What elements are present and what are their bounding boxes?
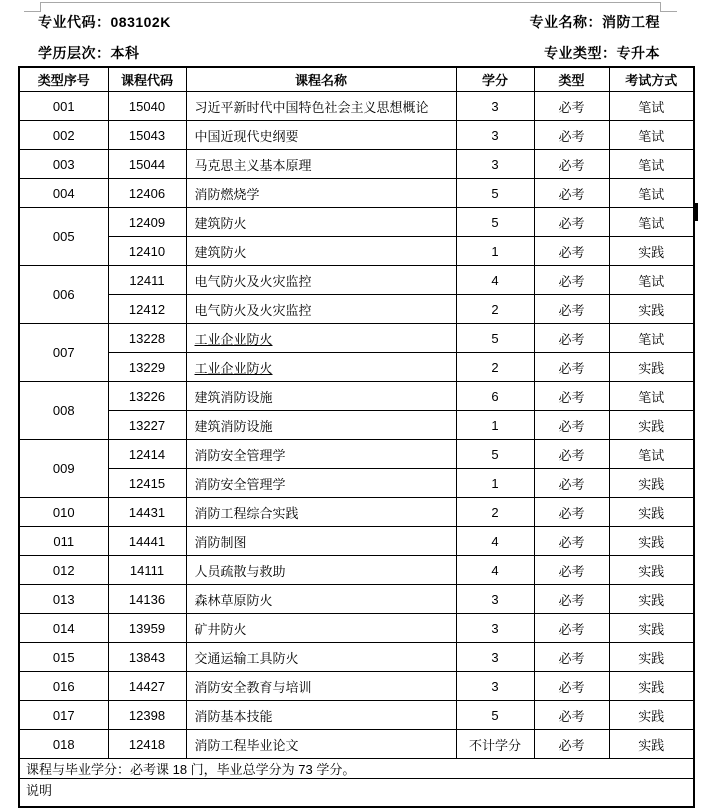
course-name-cell (186, 324, 456, 353)
course-type-cell: 必考 (534, 730, 609, 759)
course-code-cell: 14431 (108, 498, 186, 527)
course-code-cell: 12398 (108, 701, 186, 730)
exam-method-cell: 实践 (609, 643, 694, 672)
course-name-text: 消防工程综合实践 (194, 505, 299, 521)
credits-cell: 2 (456, 353, 534, 382)
credits-cell: 6 (456, 382, 534, 411)
table-row (19, 730, 694, 759)
table-row (19, 585, 694, 614)
course-name-text: 中国近现代史纲要 (194, 128, 299, 144)
course-code-cell: 12409 (108, 208, 186, 237)
seq-cell: 005 (19, 208, 108, 266)
exam-method-cell: 笔试 (609, 150, 694, 179)
table-row (19, 382, 694, 411)
credits-cell: 1 (456, 237, 534, 266)
course-code-cell: 13229 (108, 353, 186, 382)
course-name-cell (186, 527, 456, 556)
course-type-cell: 必考 (534, 469, 609, 498)
seq-cell: 016 (19, 672, 108, 701)
course-code-cell: 12411 (108, 266, 186, 295)
seq-cell: 017 (19, 701, 108, 730)
course-name-cell (186, 353, 456, 382)
table-row (19, 672, 694, 701)
course-name-text: 消防制图 (194, 534, 247, 550)
credits-cell: 3 (456, 121, 534, 150)
summary-cell: 课程与毕业学分：必考课 18 门，毕业总学分为 73 学分。 (19, 759, 694, 779)
course-name-text: 交通运输工具防火 (194, 650, 299, 666)
course-type-cell: 必考 (534, 411, 609, 440)
course-code-cell: 12415 (108, 469, 186, 498)
page-top-edge-line (40, 2, 660, 3)
exam-method-cell: 实践 (609, 237, 694, 266)
course-code-cell: 14427 (108, 672, 186, 701)
seq-cell: 018 (19, 730, 108, 759)
major-code-field: 专业代码：083102K (38, 14, 171, 30)
exam-method-cell: 笔试 (609, 382, 694, 411)
seq-cell: 001 (19, 92, 108, 121)
note-cell: 说明 (19, 779, 694, 808)
course-name-text: 消防工程毕业论文 (194, 737, 299, 753)
course-name-text: 习近平新时代中国特色社会主义思想概论 (194, 99, 429, 115)
seq-cell: 015 (19, 643, 108, 672)
exam-method-cell: 实践 (609, 701, 694, 730)
credits-cell: 3 (456, 150, 534, 179)
course-type-cell: 必考 (534, 643, 609, 672)
course-name-cell (186, 121, 456, 150)
course-name-text: 消防基本技能 (194, 708, 273, 724)
course-code-cell: 15040 (108, 92, 186, 121)
exam-method-cell: 实践 (609, 730, 694, 759)
table-row (19, 324, 694, 353)
table-row (19, 469, 694, 498)
table-row (19, 150, 694, 179)
exam-method-cell: 实践 (609, 411, 694, 440)
column-header-4: 学分 (456, 67, 534, 92)
course-name-cell (186, 92, 456, 121)
exam-method-cell: 笔试 (609, 266, 694, 295)
course-name-cell (186, 614, 456, 643)
credits-cell: 1 (456, 469, 534, 498)
course-name-cell (186, 556, 456, 585)
course-code-cell: 12406 (108, 179, 186, 208)
table-row (19, 266, 694, 295)
course-name-text: 消防燃烧学 (194, 186, 260, 202)
course-name-text: 工业企业防火 (194, 360, 273, 376)
course-name-cell (186, 701, 456, 730)
course-type-cell: 必考 (534, 498, 609, 527)
table-row (19, 556, 694, 585)
table-row (19, 701, 694, 730)
course-code-cell: 14136 (108, 585, 186, 614)
course-name-cell (186, 411, 456, 440)
course-code-cell: 12410 (108, 237, 186, 266)
summary-row (19, 759, 694, 779)
seq-cell: 008 (19, 382, 108, 440)
course-name-text: 矿井防火 (194, 621, 247, 637)
course-code-cell: 14111 (108, 556, 186, 585)
course-name-text: 建筑防火 (194, 215, 247, 231)
seq-cell: 002 (19, 121, 108, 150)
exam-method-cell: 实践 (609, 498, 694, 527)
exam-method-cell: 实践 (609, 527, 694, 556)
credits-cell: 4 (456, 527, 534, 556)
course-code-cell: 15044 (108, 150, 186, 179)
table-row (19, 295, 694, 324)
credits-cell: 1 (456, 411, 534, 440)
table-row (19, 527, 694, 556)
course-name-text: 消防安全管理学 (194, 447, 286, 463)
seq-cell: 004 (19, 179, 108, 208)
text-cursor (695, 203, 698, 221)
credits-cell: 4 (456, 266, 534, 295)
course-name-cell (186, 237, 456, 266)
course-type-cell: 必考 (534, 121, 609, 150)
course-type-cell: 必考 (534, 527, 609, 556)
course-type-cell: 必考 (534, 92, 609, 121)
credits-cell: 5 (456, 208, 534, 237)
credits-cell: 5 (456, 324, 534, 353)
table-row (19, 179, 694, 208)
exam-method-cell: 实践 (609, 614, 694, 643)
table-row (19, 121, 694, 150)
course-name-cell (186, 498, 456, 527)
course-name-cell (186, 672, 456, 701)
course-type-cell: 必考 (534, 295, 609, 324)
seq-cell: 010 (19, 498, 108, 527)
exam-method-cell: 笔试 (609, 324, 694, 353)
exam-method-cell: 实践 (609, 295, 694, 324)
exam-method-cell: 实践 (609, 469, 694, 498)
table-row (19, 208, 694, 237)
course-name-cell (186, 585, 456, 614)
course-code-cell: 12412 (108, 295, 186, 324)
course-name-text: 工业企业防火 (194, 331, 273, 347)
seq-cell: 009 (19, 440, 108, 498)
course-type-cell: 必考 (534, 556, 609, 585)
course-type-cell: 必考 (534, 237, 609, 266)
column-header-3: 课程名称 (186, 67, 456, 92)
seq-cell: 007 (19, 324, 108, 382)
course-name-cell (186, 730, 456, 759)
course-name-cell (186, 208, 456, 237)
table-row (19, 353, 694, 382)
table-row (19, 411, 694, 440)
course-code-cell: 12418 (108, 730, 186, 759)
major-name-field: 专业名称：消防工程 (529, 14, 660, 30)
course-type-cell: 必考 (534, 324, 609, 353)
credits-cell: 2 (456, 295, 534, 324)
table-row (19, 440, 694, 469)
course-type-cell: 必考 (534, 440, 609, 469)
credits-cell: 2 (456, 498, 534, 527)
table-row (19, 643, 694, 672)
note-row (19, 779, 694, 808)
course-name-cell (186, 266, 456, 295)
exam-method-cell: 实践 (609, 672, 694, 701)
course-code-cell: 13843 (108, 643, 186, 672)
exam-method-cell: 实践 (609, 353, 694, 382)
course-code-cell: 13959 (108, 614, 186, 643)
credits-cell: 3 (456, 672, 534, 701)
exam-method-cell: 笔试 (609, 179, 694, 208)
seq-cell: 013 (19, 585, 108, 614)
course-code-cell: 14441 (108, 527, 186, 556)
course-name-text: 建筑防火 (194, 244, 247, 260)
credits-cell: 不计学分 (456, 730, 534, 759)
exam-method-cell: 笔试 (609, 440, 694, 469)
course-type-cell: 必考 (534, 585, 609, 614)
table-row (19, 498, 694, 527)
exam-method-cell: 实践 (609, 556, 694, 585)
course-name-text: 人员疏散与救助 (194, 563, 286, 579)
course-type-cell: 必考 (534, 701, 609, 730)
course-name-text: 建筑消防设施 (194, 389, 273, 405)
credits-cell: 5 (456, 179, 534, 208)
course-name-text: 消防安全管理学 (194, 476, 286, 492)
course-type-cell: 必考 (534, 179, 609, 208)
course-code-cell: 13227 (108, 411, 186, 440)
seq-cell: 012 (19, 556, 108, 585)
exam-method-cell: 笔试 (609, 208, 694, 237)
course-type-cell: 必考 (534, 382, 609, 411)
course-name-cell (186, 440, 456, 469)
course-name-text: 电气防火及火灾监控 (194, 273, 312, 289)
course-type-cell: 必考 (534, 150, 609, 179)
course-name-text: 消防安全教育与培训 (194, 679, 312, 695)
course-code-cell: 12414 (108, 440, 186, 469)
course-name-cell (186, 643, 456, 672)
exam-method-cell: 笔试 (609, 121, 694, 150)
course-type-cell: 必考 (534, 353, 609, 382)
page-corner-mark-right-horizontal (660, 11, 677, 12)
credits-cell: 4 (456, 556, 534, 585)
course-name-cell (186, 179, 456, 208)
credits-cell: 3 (456, 585, 534, 614)
exam-method-cell: 实践 (609, 585, 694, 614)
credits-cell: 3 (456, 92, 534, 121)
course-name-text: 电气防火及火灾监控 (194, 302, 312, 318)
table-header-row (19, 67, 694, 92)
course-name-cell (186, 382, 456, 411)
course-code-cell: 15043 (108, 121, 186, 150)
seq-cell: 014 (19, 614, 108, 643)
exam-method-cell: 笔试 (609, 92, 694, 121)
course-type-cell: 必考 (534, 208, 609, 237)
credits-cell: 3 (456, 643, 534, 672)
seq-cell: 006 (19, 266, 108, 324)
course-type-cell: 必考 (534, 266, 609, 295)
course-name-cell (186, 295, 456, 324)
major-type-field: 专业类型：专升本 (544, 45, 660, 61)
credits-cell: 3 (456, 614, 534, 643)
credits-cell: 5 (456, 440, 534, 469)
course-name-text: 森林草原防火 (194, 592, 273, 608)
level-field: 学历层次：本科 (38, 45, 140, 61)
course-table (18, 66, 695, 808)
column-header-2: 课程代码 (108, 67, 186, 92)
column-header-6: 考试方式 (609, 67, 694, 92)
course-name-cell (186, 469, 456, 498)
credits-cell: 5 (456, 701, 534, 730)
table-row (19, 614, 694, 643)
course-type-cell: 必考 (534, 614, 609, 643)
table-row (19, 92, 694, 121)
course-code-cell: 13226 (108, 382, 186, 411)
course-code-cell: 13228 (108, 324, 186, 353)
table-row (19, 237, 694, 266)
seq-cell: 011 (19, 527, 108, 556)
column-header-1: 类型序号 (19, 67, 108, 92)
column-header-5: 类型 (534, 67, 609, 92)
course-name-text: 建筑消防设施 (194, 418, 273, 434)
course-type-cell: 必考 (534, 672, 609, 701)
course-name-text: 马克思主义基本原理 (194, 157, 312, 173)
course-name-cell (186, 150, 456, 179)
seq-cell: 003 (19, 150, 108, 179)
